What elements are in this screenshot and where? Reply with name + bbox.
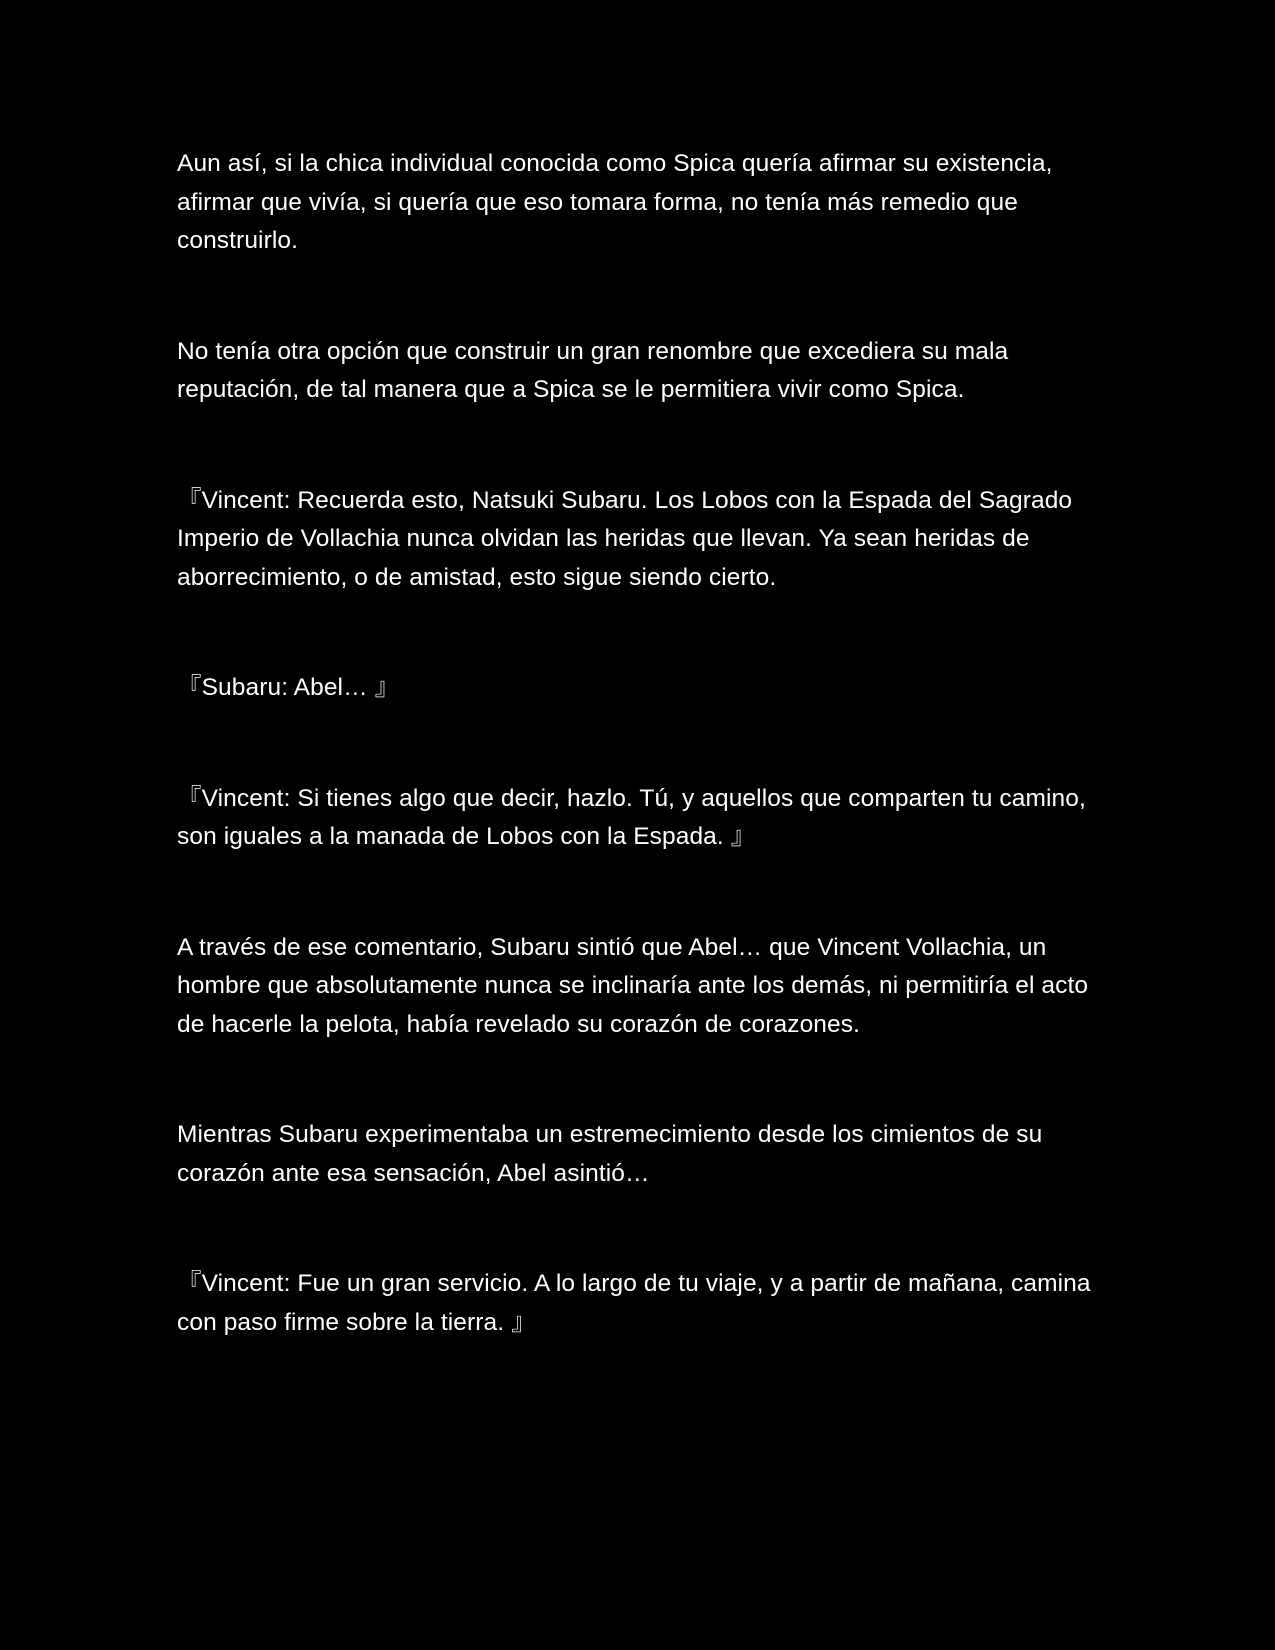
document-body xyxy=(177,145,1097,1342)
dialogue-line: 『Vincent: Fue un gran servicio. A lo largo de tu viaje, y a partir de mañana, camina con paso firme sobre la tierra. 』 xyxy=(177,1270,1091,1336)
paragraph: Aun así, si la chica individual conocida como Spica quería afirmar su existencia, afirmar que vivía, si quería que eso tomara forma, no tenía más remedio que construirlo. xyxy=(177,150,1053,254)
dialogue-line: 『Vincent: Si tienes algo que decir, hazlo. Tú, y aquellos que comparten tu camino, son iguales a la manada de Lobos con la Espada. 』 xyxy=(177,784,1086,850)
paragraph: Mientras Subaru experimentaba un estremecimiento desde los cimientos de su corazón ante esa sensación, Abel asintió… xyxy=(177,1121,1043,1187)
dialogue-line: 『Vincent: Recuerda esto, Natsuki Subaru. Los Lobos con la Espada del Sagrado Imperio de Vollachia nunca olvidan las heridas que llevan. Ya sean heridas de aborrecimiento, o de amistad, esto sigue siendo cierto. xyxy=(177,486,1073,591)
paragraph: A través de ese comentario, Subaru sintió que Abel… que Vincent Vollachia, un hombre que absolutamente nunca se inclinaría ante los demás, ni permitiría el acto de hacerle la pelota, había revelado su corazón de corazones. xyxy=(177,933,1089,1038)
dialogue-line: 『Subaru: Abel… 』 xyxy=(177,674,400,701)
paragraph: No tenía otra opción que construir un gran renombre que excediera su mala reputación, de tal manera que a Spica se le permitiera vivir como Spica. xyxy=(177,337,1009,403)
